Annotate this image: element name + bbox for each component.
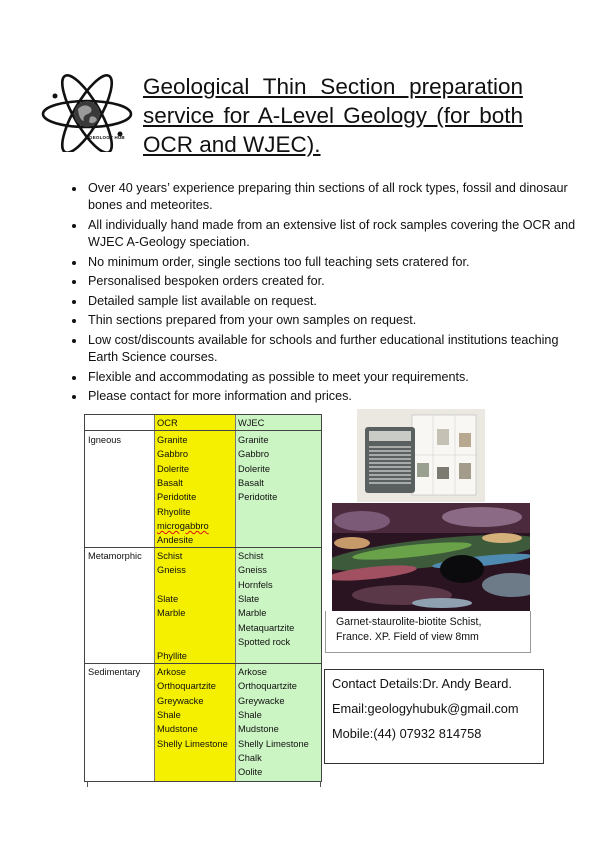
logo-text: GEOLOGY HUB [89,135,125,140]
table-cell: Shale [238,709,262,720]
table-cell: Slate [157,593,179,604]
row-divider [85,430,321,431]
table-cell: Orthoquartzite [238,681,297,692]
list-item: • All individually hand made from an extensive list of rock samples covering the OCR and WJEC A-Geology speciation. [86,217,580,251]
table-cell: Dolerite [238,463,271,474]
list-item: • Detailed sample list available on request. [86,293,580,310]
table-cell: Phyllite [157,651,187,662]
thin-section-slides-photo [357,409,485,502]
column-divider [235,415,236,781]
table-cell: Mudstone [238,724,279,735]
category-sedimentary: Sedimentary [88,667,141,677]
contact-mobile[interactable]: Mobile:(44) 07932 814758 [332,726,482,741]
header-wjec: WJEC [238,418,265,428]
category-igneous: Igneous [88,435,122,445]
table-cell: Schist [238,551,264,561]
table-cell: Metaquartzite [238,622,295,633]
table-cell: Mudstone [157,724,198,735]
table-cell: Marble [157,608,186,619]
table-cell: microgabbro [157,520,209,531]
table-cell: Granite [238,435,269,445]
list-item: • No minimum order, single sections too full teaching sets cratered for. [86,254,580,271]
table-cell: Andesite [157,535,194,546]
contact-email[interactable]: Email:geologyhubuk@gmail.com [332,701,519,716]
contact-name: Contact Details:Dr. Andy Beard. [332,676,512,691]
table-cell: Gneiss [238,565,267,576]
table-edge-tick [87,781,88,787]
list-item: • Please contact for more information and prices. [86,388,580,405]
table-cell: Basalt [238,477,264,488]
caption-line: Garnet-staurolite-biotite Schist, [336,616,482,628]
table-cell: Peridotite [238,492,278,503]
table-cell: Arkose [238,667,267,677]
atom-globe-icon [40,72,135,152]
table-cell: Greywacke [238,695,285,706]
list-item: • Low cost/discounts available for schools and further educational institutions teaching Earth Science courses. [86,332,580,366]
list-item: • Over 40 years’ experience preparing thin sections of all rock types, fossil and dinosaur bones and meteorites. [86,180,580,214]
page-title: Geological Thin Section preparation service for A-Level Geology (for both OCR and WJEC). [143,74,523,157]
table-cell: Spotted rock [238,636,291,647]
table-cell: Basalt [157,477,183,488]
table-cell: Orthoquartzite [157,681,216,692]
table-cell: Shelly Limestone [157,738,228,749]
list-item: • Thin sections prepared from your own samples on request. [86,312,580,329]
list-item: • Personalised bespoken orders created for. [86,273,580,290]
table-cell: Schist [157,551,183,561]
header-ocr: OCR [157,418,178,428]
geology-hub-logo [40,72,135,152]
table-cell: Dolerite [157,463,190,474]
table-cell: Hornfels [238,579,273,590]
table-cell: Arkose [157,667,186,677]
photo-caption [325,611,531,653]
table-cell: Oolite [238,767,263,778]
table-cell: Greywacke [157,695,204,706]
table-cell: Gabbro [157,449,189,460]
table-cell: Gabbro [238,449,270,460]
row-divider [85,663,321,664]
row-divider [85,547,321,548]
table-cell: Peridotite [157,492,197,503]
list-item: • Flexible and accommodating as possible to meet your requirements. [86,369,580,386]
table-cell: Shale [157,709,181,720]
table-cell: Chalk [238,752,262,763]
table-edge-tick [320,781,321,787]
column-divider [154,415,155,781]
table-cell: Slate [238,593,260,604]
table-cell: Granite [157,435,188,445]
schist-photomicrograph [332,503,530,611]
category-metamorphic: Metamorphic [88,551,142,561]
contact-details-box [324,669,544,764]
table-cell: Shelly Limestone [238,738,309,749]
table-cell: Marble [238,608,267,619]
table-cell: Rhyolite [157,506,191,517]
rock-samples-table [84,414,322,782]
service-bullet-list [62,180,580,408]
table-cell: Gneiss [157,565,186,576]
caption-line: France. XP. Field of view 8mm [336,631,479,643]
